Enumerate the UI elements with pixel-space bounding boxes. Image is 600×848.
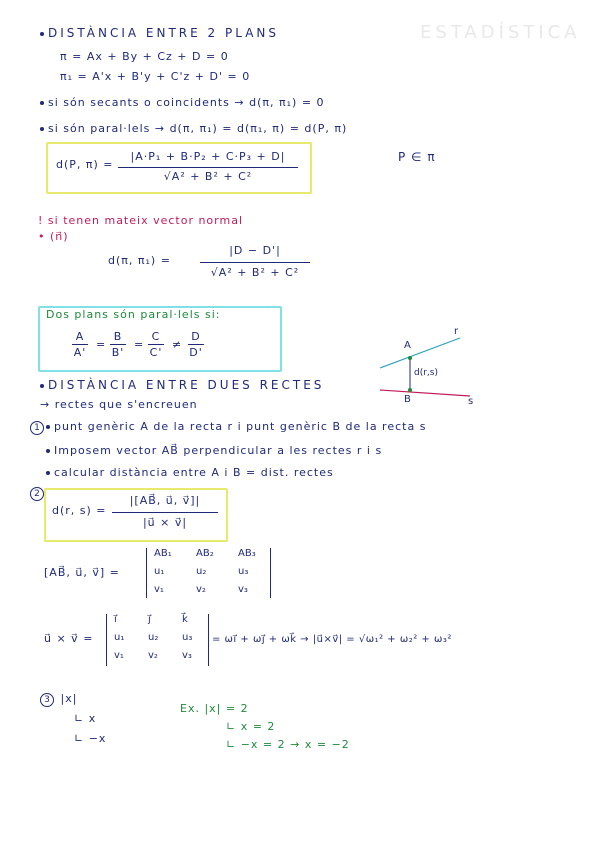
- bullet-icon: [46, 449, 50, 453]
- step-1-c: [46, 466, 334, 479]
- normal-distance-numerator: |D − D'|: [229, 244, 281, 257]
- matrix-cell: v₂: [196, 584, 206, 595]
- matrix-cell: AB₁: [154, 548, 172, 559]
- matrix-cell: v₃: [238, 584, 248, 595]
- ratio-b-num: B: [113, 330, 123, 343]
- diagram-label-s: s: [468, 396, 475, 407]
- point-b-dot: [408, 388, 412, 392]
- matrix-cell: AB₃: [238, 548, 256, 559]
- fraction-bar: [112, 512, 218, 513]
- matrix-cell: u₃: [238, 566, 249, 577]
- matrix-cell: v₁: [154, 584, 164, 595]
- cross-product-result: = ωi⃗ + ωj⃗ + ωk⃗ → |u⃗×v⃗| = √ω₁² + ω₂² + ω₃²: [212, 634, 452, 645]
- matrix-cell: u₂: [148, 632, 159, 643]
- abs-example-3: ∟ −x = 2 → x = −2: [226, 738, 350, 751]
- cross-product-lhs: u⃗ × v⃗ =: [44, 632, 94, 645]
- diagram-label-b: B: [404, 394, 412, 405]
- abs-example-1: Ex. |x| = 2: [180, 702, 249, 715]
- section-title-lines: [40, 378, 324, 392]
- point-plane-denominator: √A² + B² + C²: [163, 170, 253, 183]
- bullet-icon: [40, 101, 44, 105]
- matrix-cell: u₁: [154, 566, 165, 577]
- point-a-dot: [408, 356, 412, 360]
- step-1-b: [46, 444, 382, 457]
- not-equals-sign: ≠: [172, 338, 183, 351]
- line-s: [380, 390, 470, 396]
- matrix-cell: v₁: [114, 650, 124, 661]
- matrix-cell: v₂: [148, 650, 158, 661]
- plane-pi1-equation: π₁ = A'x + B'y + C'z + D' = 0: [60, 70, 251, 83]
- fraction-bar: [72, 344, 88, 345]
- diagram-label-distance: d(r,s): [414, 368, 438, 378]
- diagram-label-a: A: [404, 340, 412, 351]
- fraction-bar: [188, 344, 204, 345]
- lines-distance-lhs: d(r, s) =: [52, 504, 107, 517]
- ratio-a-den: A': [73, 346, 87, 359]
- matrix-cell: AB₂: [196, 548, 214, 559]
- planes-title-text: DISTÀNCIA ENTRE 2 PLANS: [48, 26, 279, 40]
- matrix-cell: i⃗: [114, 614, 117, 625]
- lines-distance-denominator: |u⃗ × v⃗|: [142, 516, 188, 529]
- p-in-pi-label: P ∈ π: [398, 150, 436, 164]
- bullet-icon: [40, 384, 44, 388]
- watermark-text: ESTADÍSTICA: [420, 22, 581, 43]
- lines-distance-numerator: |[AB⃗, u⃗, v⃗]|: [129, 494, 201, 507]
- normal-note-text-2: (n⃗): [50, 230, 69, 243]
- equals-sign: =: [134, 338, 145, 351]
- fraction-bar: [200, 262, 310, 263]
- triple-product-lhs: [AB⃗, u⃗, v⃗] =: [44, 566, 120, 579]
- step-number-badge: 3: [40, 693, 54, 707]
- matrix-cell: v₃: [182, 650, 192, 661]
- fraction-bar: [148, 344, 164, 345]
- ratio-b-den: B': [111, 346, 125, 359]
- matrix-cell: k⃗: [182, 614, 188, 625]
- fraction-bar: [110, 344, 126, 345]
- matrix-cell: u₁: [114, 632, 125, 643]
- bullet-icon: [40, 32, 44, 36]
- secants-note: [40, 96, 325, 109]
- ratio-d-den: D': [189, 346, 203, 359]
- line-r: [380, 338, 460, 368]
- determinant-bar-left: [146, 548, 147, 598]
- step-1-b-text: Imposem vector AB⃗ perpendicular a les rectes r i s: [54, 444, 383, 457]
- normal-vector-symbol: • (n⃗): [38, 230, 69, 243]
- cross-product-matrix: [110, 614, 206, 666]
- equals-sign: =: [96, 338, 107, 351]
- step-number-badge: 1: [30, 421, 44, 435]
- matrix-cell: u₃: [182, 632, 193, 643]
- normal-vector-note: ! si tenen mateix vector normal: [38, 214, 244, 227]
- plane-pi-equation: π = Ax + By + Cz + D = 0: [60, 50, 229, 63]
- abs-line-3: ∟ −x: [74, 732, 107, 745]
- determinant-bar-right: [270, 548, 271, 598]
- determinant-bar-right: [208, 614, 209, 666]
- normal-distance-denominator: √A² + B² + C²: [210, 266, 300, 279]
- step-1-a: [30, 420, 426, 435]
- ratio-d-num: D: [191, 330, 201, 343]
- step-1-c-text: calcular distància entre A i B = dist. rectes: [54, 466, 334, 479]
- lines-title-text: DISTÀNCIA ENTRE DUES RECTES: [48, 378, 325, 392]
- matrix-cell: j⃗: [148, 614, 151, 625]
- lines-subtitle: → rectes que s'encreuen: [40, 398, 198, 411]
- abs-line-2: ∟ x: [74, 712, 97, 725]
- fraction-bar: [118, 167, 298, 168]
- point-plane-lhs: d(P, π) =: [56, 158, 114, 171]
- abs-line-1: [40, 692, 77, 707]
- ratio-c-den: C': [149, 346, 163, 359]
- diagram-label-r: r: [454, 326, 460, 337]
- ratio-a-num: A: [75, 330, 85, 343]
- normal-note-text-1: si tenen mateix vector normal: [47, 214, 244, 227]
- section-title-planes: [40, 26, 279, 40]
- parallel-text: si són paral·lels → d(π, π₁) = d(π₁, π) = d(P, π): [48, 122, 348, 135]
- ratio-c-num: C: [151, 330, 161, 343]
- step-1-a-text: punt genèric A de la recta r i punt genèric B de la recta s: [54, 420, 427, 433]
- matrix-cell: u₂: [196, 566, 207, 577]
- abs-example-2: ∟ x = 2: [226, 720, 276, 733]
- point-plane-numerator: |A·P₁ + B·P₂ + C·P₃ + D|: [130, 150, 286, 163]
- abs-line-1-text: |x|: [60, 692, 78, 705]
- triple-product-matrix: [150, 548, 268, 598]
- normal-distance-lhs: d(π, π₁) =: [108, 254, 171, 267]
- parallel-condition-title: Dos plans són paral·lels si:: [46, 308, 221, 321]
- bullet-icon: [46, 425, 50, 429]
- step-number-badge: 2: [30, 487, 44, 501]
- parallel-note: [40, 122, 347, 135]
- determinant-bar-left: [106, 614, 107, 666]
- secants-text: si són secants o coincidents → d(π, π₁) = 0: [48, 96, 325, 109]
- bullet-icon: [40, 127, 44, 131]
- bullet-icon: [46, 471, 50, 475]
